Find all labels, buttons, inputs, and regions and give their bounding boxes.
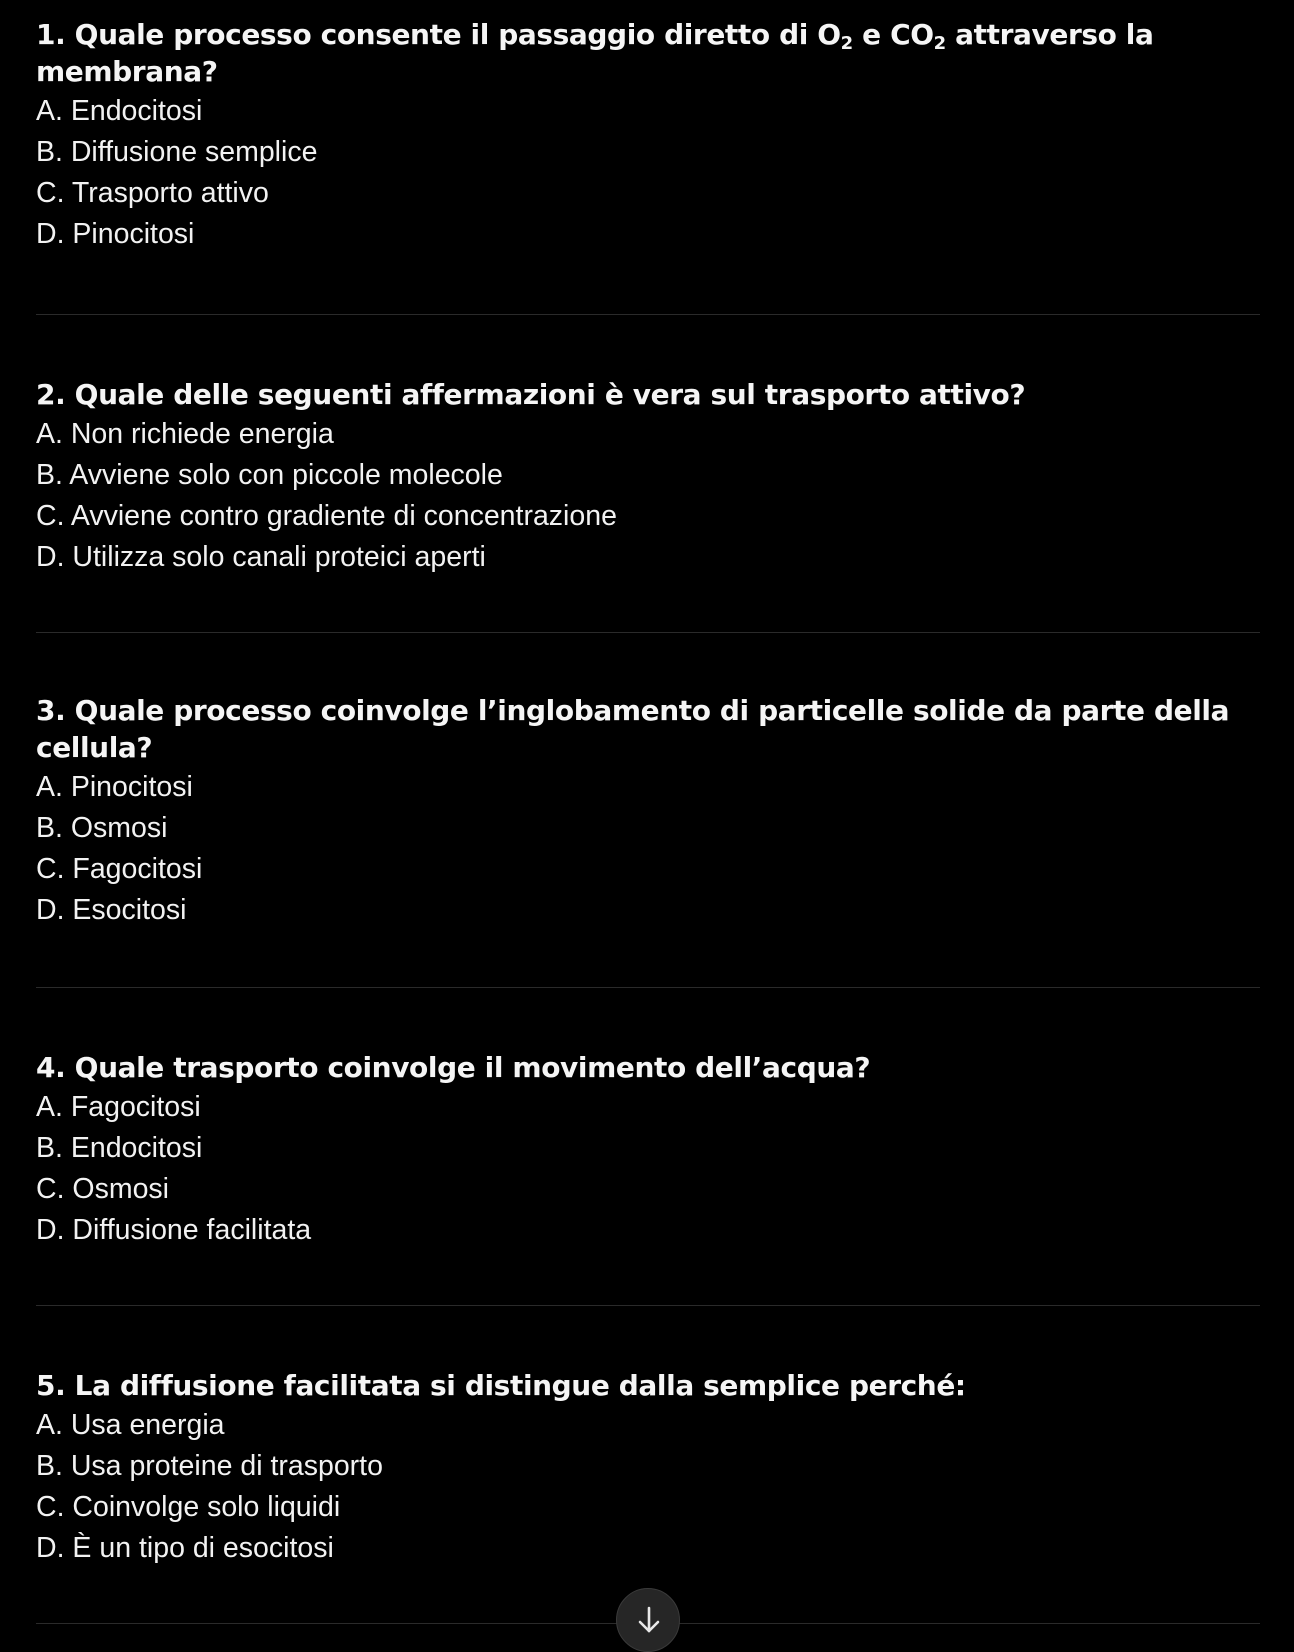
arrow-down-icon	[635, 1605, 663, 1635]
option-d: D. Esocitosi	[36, 894, 187, 926]
option-b: B. Diffusione semplice	[36, 136, 318, 168]
question-2	[36, 376, 1025, 578]
question-1	[36, 16, 1260, 255]
divider	[36, 1305, 1260, 1306]
question-4	[36, 1049, 870, 1251]
option-c: C. Trasporto attivo	[36, 177, 269, 209]
option-a: A. Usa energia	[36, 1409, 225, 1441]
option-d: D. Utilizza solo canali proteici aperti	[36, 541, 486, 573]
option-c: C. Coinvolge solo liquidi	[36, 1491, 341, 1523]
option-d: D. È un tipo di esocitosi	[36, 1532, 334, 1564]
question-title: 5. La diffusione facilitata si distingue dalla semplice perché:	[36, 1369, 966, 1402]
divider	[36, 987, 1260, 988]
option-d: D. Pinocitosi	[36, 218, 195, 250]
option-b: B. Avviene solo con piccole molecole	[36, 459, 503, 491]
option-b: B. Osmosi	[36, 812, 168, 844]
divider	[36, 314, 1260, 315]
question-title: 1. Quale processo consente il passaggio diretto di $O_2$ e $CO_2$ attraverso la membrana?	[36, 18, 1154, 88]
option-a: A. Endocitosi	[36, 95, 203, 127]
option-c: C. Avviene contro gradiente di concentrazione	[36, 500, 617, 532]
question-title: 2. Quale delle seguenti affermazioni è vera sul trasporto attivo?	[36, 378, 1026, 411]
option-a: A. Fagocitosi	[36, 1091, 201, 1123]
question-title: 4. Quale trasporto coinvolge il movimento dell’acqua?	[36, 1051, 871, 1084]
option-d: D. Diffusione facilitata	[36, 1214, 312, 1246]
option-a: A. Non richiede energia	[36, 418, 334, 450]
scroll-to-bottom-button[interactable]	[616, 1588, 680, 1652]
option-c: C. Fagocitosi	[36, 853, 203, 885]
question-3	[36, 692, 1260, 931]
option-b: B. Endocitosi	[36, 1132, 203, 1164]
question-5	[36, 1367, 966, 1569]
option-a: A. Pinocitosi	[36, 771, 193, 803]
question-title: 3. Quale processo coinvolge l’inglobamento di particelle solide da parte della cellula?	[36, 694, 1230, 764]
option-c: C. Osmosi	[36, 1173, 170, 1205]
divider	[36, 632, 1260, 633]
option-b: B. Usa proteine di trasporto	[36, 1450, 383, 1482]
